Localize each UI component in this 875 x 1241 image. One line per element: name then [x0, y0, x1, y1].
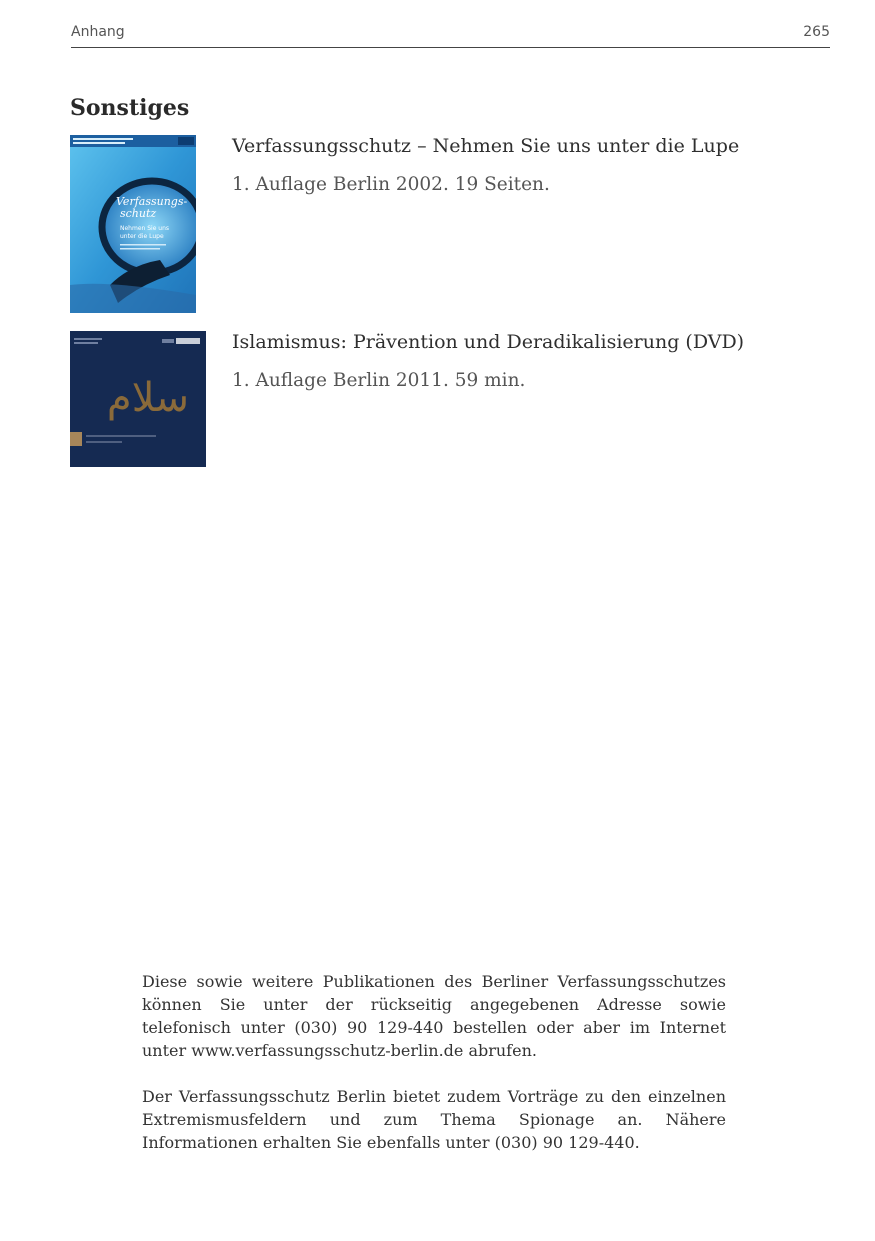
- publication-cover-image: [70, 135, 196, 313]
- cover-arabic-calligraphy: سلام: [106, 375, 190, 421]
- publication-title: Verfassungsschutz – Nehmen Sie uns unter die Lupe: [232, 135, 740, 157]
- cover-title-line-2: schutz: [120, 207, 157, 220]
- publication-cover-image: [70, 331, 206, 467]
- publication-details: 1. Auflage Berlin 2002. 19 Seiten.: [232, 174, 550, 195]
- cover-title-line-1: Verfassungs-: [116, 195, 188, 208]
- header-section-name: Anhang: [71, 24, 125, 40]
- publication-title: Islamismus: Prävention und Deradikalisierung (DVD): [232, 331, 745, 353]
- cover-subtitle-line-2: unter die Lupe: [120, 233, 164, 240]
- publication-details: 1. Auflage Berlin 2011. 59 min.: [232, 370, 526, 391]
- cover-subtitle-line-1: Nehmen Sie uns: [120, 225, 170, 232]
- lectures-paragraph: Der Verfassungsschutz Berlin bietet zudem Vorträge zu den einzelnen Extremismusfeldern und zum Thema Spionage an. Nähere Informationen erhalten Sie ebenfalls unter (030) 90 129-440.: [142, 1087, 726, 1152]
- running-header: [71, 22, 830, 48]
- ordering-paragraph: Diese sowie weitere Publikationen des Berliner Verfassungsschutzes können Sie unter der rückseitig angegebenen Adresse sowie telefonisch unter (030) 90 129-440 bestellen oder aber im Internet unter www.verfassungsschutz-berlin.de abrufen.: [142, 972, 726, 1060]
- section-title: Sonstiges: [70, 95, 190, 121]
- page-number: 265: [803, 24, 830, 40]
- ordering-notes: [142, 970, 726, 1177]
